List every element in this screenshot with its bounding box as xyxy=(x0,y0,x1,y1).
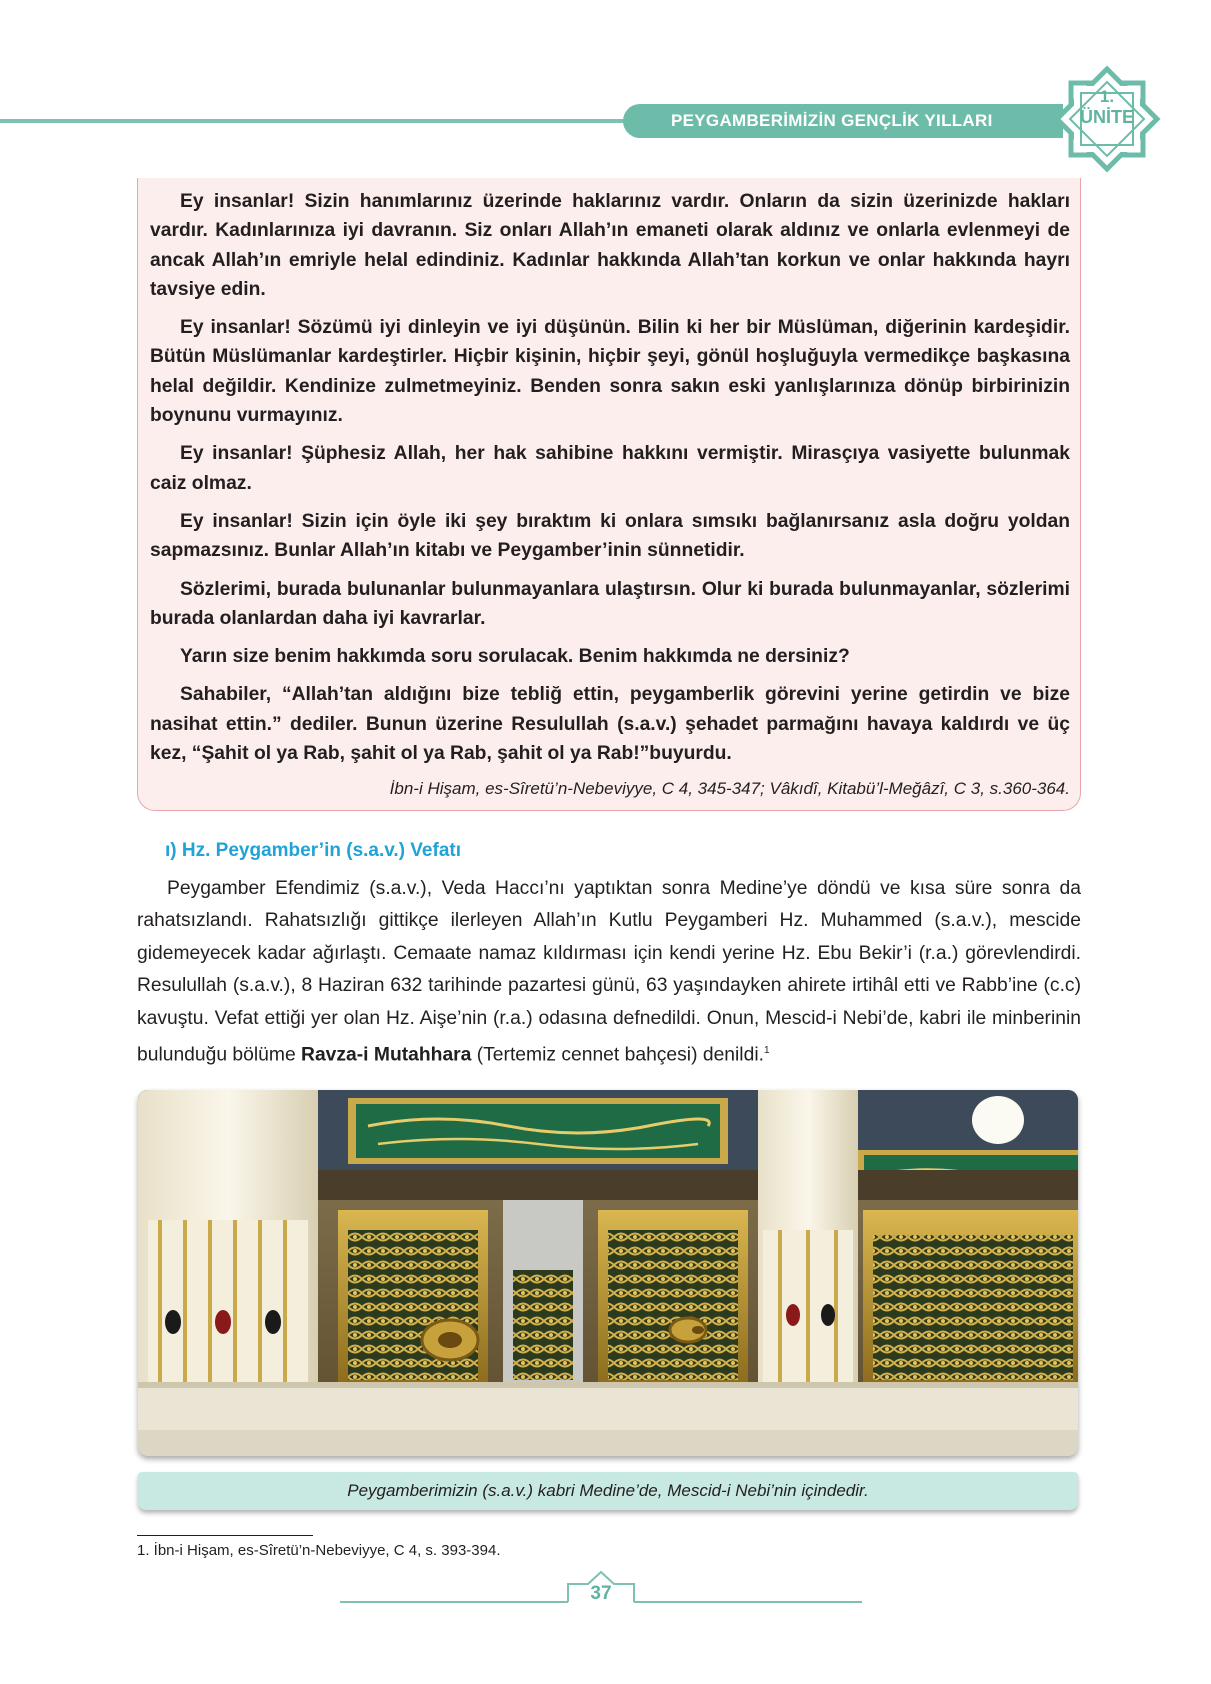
sermon-paragraph: Ey insanlar! Sözümü iyi dinleyin ve iyi düşünün. Bilin ki her bir Müslüman, diğerinin kardeşidir. Bütün Müslümanlar kardeştirler. Hiçbir kişinin, hiçbir şeyi, gönül hoşluğuyla vermedikçe başkasına helal değildir. Kendinize zulmetmeyiniz. Benden sonra sakın eski yanlışlarınıza dönüp birbirinizin boynunu vurmayınız. xyxy=(150,317,1070,427)
body-text-part: (Tertemiz cennet bahçesi) denildi. xyxy=(471,1044,764,1066)
sermon-paragraph: Ey insanlar! Sizin hanımlarınız üzerinde haklarınız vardır. Onların da sizin üzerinizde hakları vardır. Kadınlarınıza iyi davranın. Siz onları Allah’ın emaneti olarak aldınız ve onlarla evlenmeyi de ancak Allah’ın emriyle helal edindiniz. Kadınlar hakkında Allah’tan korkun ve onlar hakkında hayrı tavsiye edin. xyxy=(150,191,1070,300)
body-text-part: Peygamber Efendimiz (s.a.v.), Veda Haccı’nı yaptıktan sonra Medine’ye döndü ve kısa süre sonra da rahatsızlandı. Rahatsızlığı gittikçe ilerleyen Allah’ın Kutlu Peygamberi Hz. Muhammed (s.a.v.), mescide gidemeyecek kadar ağırlaştı. Cemaate namaz kıldırması için kendi yerine Hz. Ebu Bekir’i (r.a.) görevlendirdi. Resulullah (s.a.v.), 8 Haziran 632 tarihinde pazartesi günü, 63 yaşındayken ahirete irtihâl etti ve Rabb’ine (c.c) kavuştu. Vefat ettiği yer olan Hz. Aişe’nin (r.a.) odasına defnedildi. Onun, Mescid-i Nebi’de, kabri ile minberinin bulunduğu bölüme xyxy=(137,878,1081,1066)
unit-number: 1. xyxy=(1099,87,1115,106)
sermon-paragraph: Sahabiler, “Allah’tan aldığını bize tebliğ ettin, peygamberlik görevini yerine getirdin ve bize nasihat ettin.” dediler. Bunun üzerine Resulullah (s.a.v.) şehadet parmağını havaya kaldırdı ve üç kez, “Şahit ol ya Rab, şahit ol ya Rab, şahit ol ya Rab!”buyurdu. xyxy=(150,684,1070,765)
unit-label: ÜNİTE xyxy=(1080,107,1134,127)
sermon-paragraph: Ey insanlar! Şüphesiz Allah, her hak sahibine hakkını vermiştir. Mirasçıya vasiyette bulunmak caiz olmaz. xyxy=(150,443,1070,494)
sermon-paragraph: Ey insanlar! Sizin için öyle iki şey bıraktım ki onlara sımsıkı bağlanırsanız asla doğru yoldan sapmazsınız. Bunlar Allah’ın kitabı ve Peygamber’inin sünnetidir. xyxy=(150,510,1070,562)
sermon-paragraph: Sözlerimi, burada bulunanlar bulunmayanlara ulaştırsın. Olur ki burada bulunmayanlar, sözlerimi burada olanlardan daha iyi kavrarlar. xyxy=(150,578,1070,629)
footnote: 1. İbn-i Hişam, es-Sîretü’n-Nebeviyye, C 4, s. 393-394. xyxy=(137,1542,501,1559)
section-body xyxy=(137,873,1081,1072)
sermon-source: İbn-i Hişam, es-Sîretü’n-Nebeviyye, C 4, 345-347; Vâkıdî, Kitabü’l-Meğâzî, C 3, s.360-364. xyxy=(389,779,1070,799)
section-title: ı) Hz. Peygamber’in (s.a.v.) Vefatı xyxy=(165,840,462,861)
page-rule-left xyxy=(340,1601,568,1603)
footnote-rule xyxy=(137,1535,313,1536)
page-rule-right xyxy=(634,1601,862,1603)
bold-term: Ravza-i Mutahhara xyxy=(301,1044,472,1066)
footnote-mark: 1 xyxy=(763,1045,770,1057)
figure-caption: Peygamberimizin (s.a.v.) kabri Medine’de, Mescid-i Nebi’nin içindedir. xyxy=(138,1472,1078,1510)
farewell-sermon-box xyxy=(137,178,1081,811)
header-rule xyxy=(0,119,640,123)
sermon-paragraph: Yarın size benim hakkımda soru sorulacak. Benim hakkımda ne dersiniz? xyxy=(180,646,850,668)
chapter-title: PEYGAMBERİMİZİN GENÇLİK YILLARI xyxy=(623,104,1063,138)
page-number: 37 xyxy=(590,1583,612,1604)
unit-badge xyxy=(1045,60,1169,178)
tomb-photo xyxy=(138,1090,1078,1456)
tomb-illustration xyxy=(138,1090,1078,1456)
